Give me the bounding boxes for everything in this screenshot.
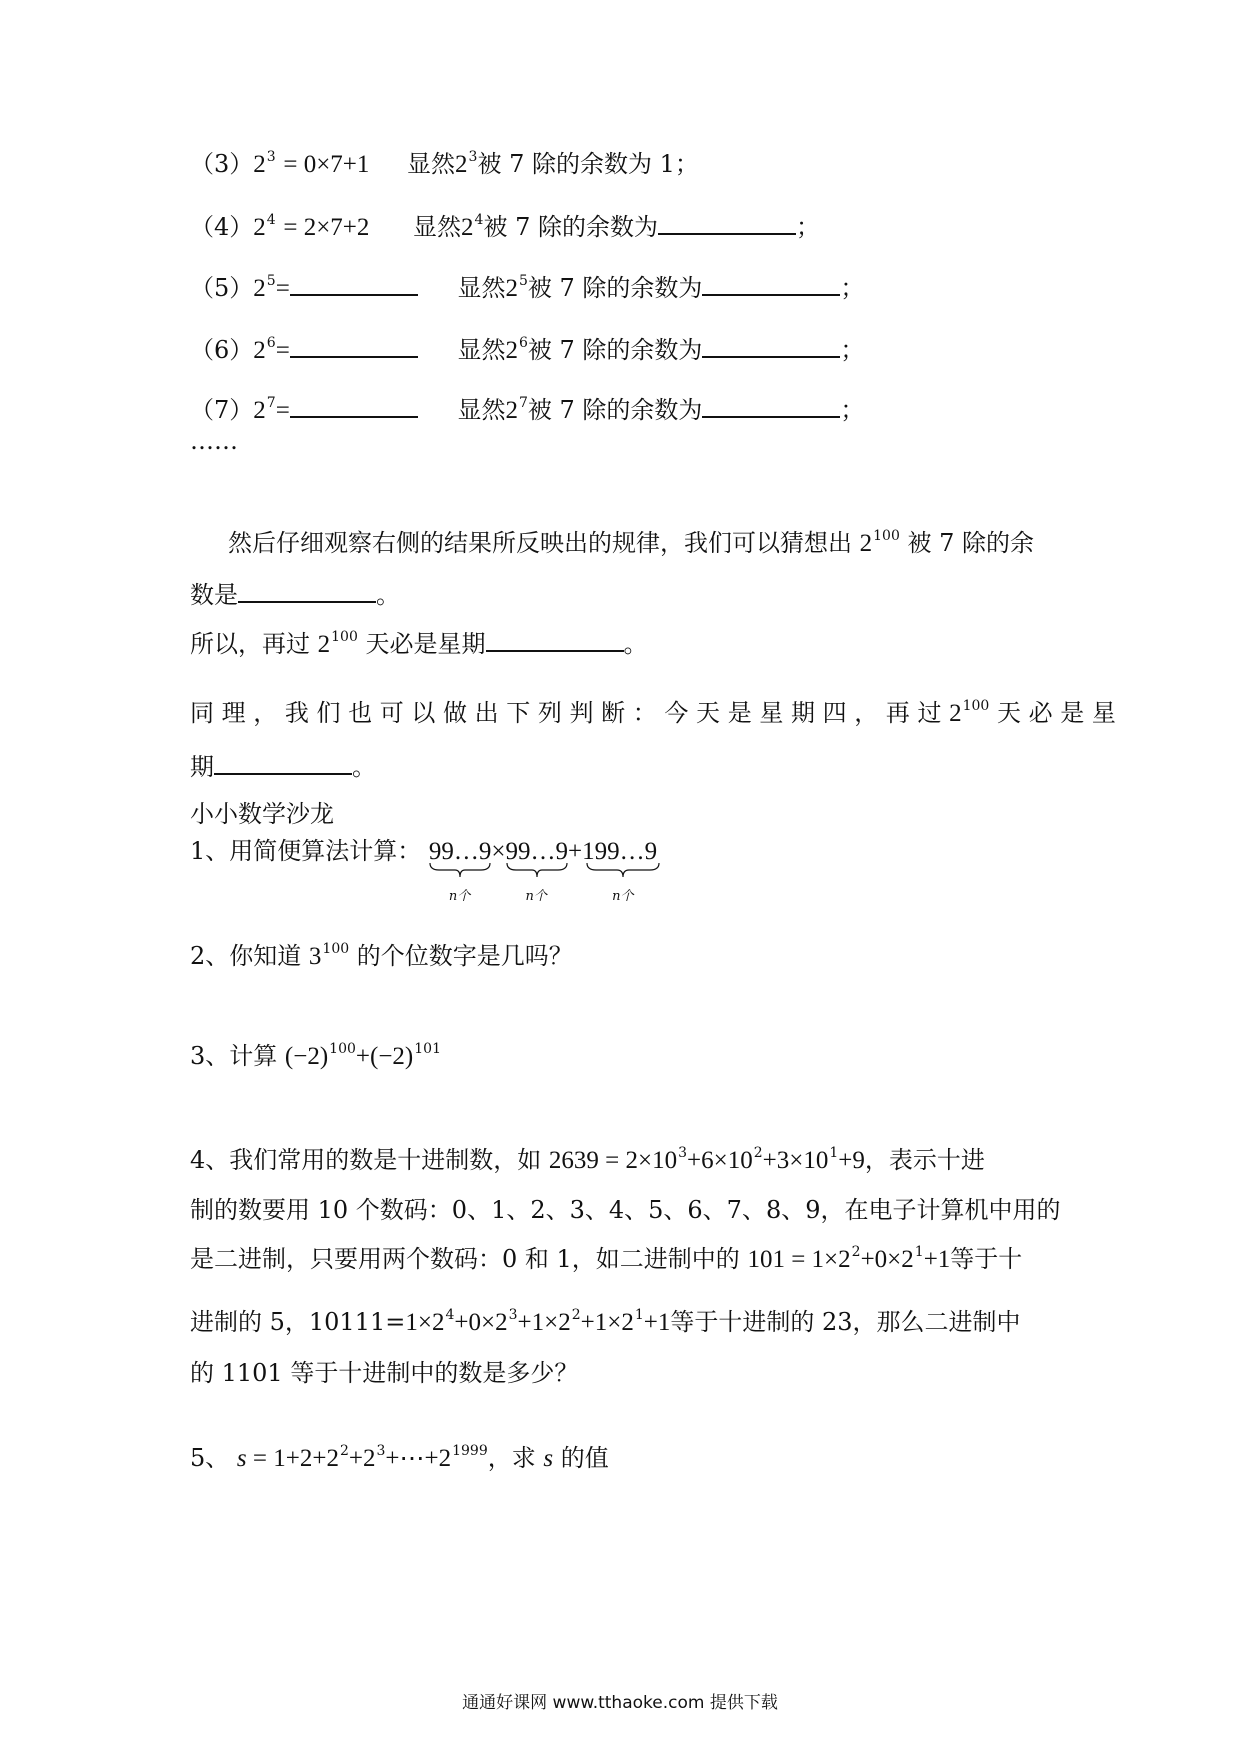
repeated-number-3 — [582, 835, 658, 904]
answer-blank[interactable] — [658, 207, 796, 235]
text: 被 7 除的余数为 — [527, 336, 703, 364]
math-exponent: 100 — [331, 629, 358, 645]
math-exponent: 7 — [518, 395, 528, 411]
question-text: 等于十 — [950, 1245, 1023, 1273]
math-exponent: 4 — [266, 212, 276, 228]
text: 显然 — [457, 336, 506, 364]
text: ； — [840, 396, 865, 424]
question-1 — [190, 835, 658, 904]
math-exponent: 4 — [474, 212, 484, 228]
question-text: 1、用简便算法计算： — [190, 837, 422, 865]
text: 显然 — [457, 274, 506, 302]
item-index: （4） — [190, 213, 254, 241]
math-exponent: 3 — [266, 149, 276, 165]
math-term: 99…9 — [428, 838, 492, 865]
math-exponent: 7 — [266, 395, 276, 411]
question-4-line-4 — [190, 1306, 1021, 1342]
question-text: 进制的 5，10111= — [190, 1308, 406, 1336]
math-exponent: 4 — [445, 1307, 455, 1323]
exercise-line-6 — [190, 330, 864, 370]
question-text: ，求 — [487, 1444, 544, 1472]
math-term: 199…9 — [582, 838, 658, 865]
math-exponent: 2 — [339, 1443, 349, 1459]
math-exponent: 1999 — [452, 1443, 488, 1459]
text: ； — [840, 274, 865, 302]
answer-blank[interactable] — [486, 624, 624, 652]
text: 。 — [623, 630, 648, 658]
text: 然后仔细观察右侧的结果所反映出的规律，我们可以猜想出 — [228, 529, 860, 557]
math-exponent: 1 — [914, 1244, 924, 1260]
text: 被 7 除的余数为 1； — [477, 150, 699, 178]
math-base: 2 — [949, 700, 962, 727]
math-term: +2 — [348, 1445, 376, 1472]
text: 被 7 除的余数为 — [483, 213, 658, 241]
math-base: 2 — [505, 275, 518, 302]
math-term: +⋯+2 — [385, 1445, 452, 1472]
math-operator: × — [491, 838, 506, 865]
math-term: +1×2 — [580, 1309, 634, 1336]
paragraph-thursday-cont — [190, 747, 376, 783]
math-term: +6×10 — [687, 1147, 753, 1174]
repeated-number-2 — [505, 835, 569, 904]
text: 显然 — [407, 150, 456, 178]
text: 期 — [190, 753, 214, 781]
math-base: 2 — [253, 337, 266, 364]
math-term: +1 — [643, 1309, 671, 1336]
text: 。 — [376, 581, 400, 609]
question-3 — [190, 1040, 441, 1076]
text: 被 7 除的余 — [899, 529, 1035, 557]
math-base: 2 — [253, 397, 266, 424]
answer-blank[interactable] — [702, 330, 840, 358]
footer-credit: 通通好课网 www.tthaoke.com 提供下载 — [462, 1693, 778, 1713]
math-exponent: 100 — [962, 698, 990, 714]
brace-label: n个 — [612, 889, 634, 904]
math-term: (−2) — [370, 1043, 414, 1070]
question-5 — [190, 1442, 609, 1478]
math-expression: = — [275, 275, 290, 302]
math-base: 2 — [317, 631, 331, 658]
text: ； — [840, 336, 865, 364]
answer-blank[interactable] — [702, 390, 840, 418]
math-exponent: 100 — [873, 528, 900, 544]
math-variable: s — [236, 1445, 247, 1472]
math-exponent: 5 — [266, 273, 276, 289]
math-variable: s — [543, 1445, 554, 1472]
question-text: 的值 — [553, 1444, 609, 1472]
text: 。 — [352, 753, 376, 781]
math-exponent: 5 — [518, 273, 528, 289]
math-term: +0×2 — [860, 1246, 914, 1273]
paragraph-thursday — [190, 697, 1116, 733]
brace-label: n个 — [448, 889, 471, 904]
answer-blank[interactable] — [290, 390, 418, 418]
question-2 — [190, 940, 573, 976]
exercise-line-4 — [190, 207, 820, 247]
text: ； — [796, 213, 820, 241]
math-expression: = — [275, 337, 290, 364]
math-exponent: 2 — [851, 1244, 861, 1260]
paragraph-guess — [228, 527, 1034, 563]
text: 被 7 除的余数为 — [527, 396, 703, 424]
math-base: 2 — [859, 530, 873, 557]
math-exponent: 3 — [468, 149, 478, 165]
text: 所以，再过 — [190, 630, 318, 658]
math-term: 99…9 — [505, 838, 569, 865]
math-exponent: 3 — [678, 1145, 688, 1161]
math-exponent: 100 — [329, 1041, 356, 1057]
math-exponent: 1 — [829, 1145, 839, 1161]
math-exponent: 101 — [414, 1041, 441, 1057]
repeated-number-1 — [428, 835, 492, 904]
item-index: （6） — [190, 336, 254, 364]
math-exponent: 6 — [266, 335, 276, 351]
math-exponent: 2 — [753, 1145, 763, 1161]
math-base: 2 — [253, 151, 266, 178]
answer-blank[interactable] — [290, 330, 418, 358]
math-exponent: 100 — [322, 941, 350, 957]
math-term: +1 — [923, 1246, 951, 1273]
question-4-line-3 — [190, 1243, 1022, 1279]
question-text: 2、你知道 — [190, 942, 309, 970]
math-base: 2 — [253, 275, 266, 302]
paragraph-guess-cont — [190, 575, 400, 611]
underbrace-icon — [506, 861, 568, 879]
answer-blank[interactable] — [214, 747, 352, 775]
math-expression: = 0×7+1 — [283, 151, 370, 178]
math-operator: + — [568, 838, 583, 865]
math-base: 2 — [455, 151, 468, 178]
math-term: +0×2 — [454, 1309, 508, 1336]
question-text: 的个位数字是几吗？ — [349, 942, 573, 970]
exercise-line-7 — [190, 390, 864, 430]
text: 天必是星期 — [357, 630, 486, 658]
question-4-line-2: 制的数要用 10 个数码：0、1、2、3、4、5、6、7、8、9，在电子计算机中用的 — [190, 1196, 1061, 1224]
math-term: +1×2 — [517, 1309, 571, 1336]
text: 显然 — [457, 396, 506, 424]
text: 同 理 ， 我 们 也 可 以 做 出 下 列 判 断 ： 今 天 是 星 期 四 ， 再 过 — [190, 699, 950, 727]
math-base: 3 — [308, 943, 322, 970]
math-expression: = — [275, 397, 290, 424]
math-base: 2 — [505, 337, 518, 364]
exercise-line-5 — [190, 268, 864, 308]
question-text: 是二进制，只要用两个数码：0 和 1，如二进制中的 — [190, 1245, 748, 1273]
answer-blank[interactable] — [290, 268, 418, 296]
math-term: 1×2 — [405, 1309, 445, 1336]
brace-label: n个 — [525, 889, 547, 904]
question-text: 等于十进制的 23，那么二进制中 — [670, 1308, 1021, 1336]
text: 被 7 除的余数为 — [527, 274, 703, 302]
underbrace-icon — [586, 861, 660, 879]
math-exponent: 3 — [508, 1307, 518, 1323]
math-term: (−2) — [284, 1043, 329, 1070]
question-4-line-1 — [190, 1144, 985, 1180]
math-term: = 1+2+2 — [246, 1445, 339, 1472]
underbrace-icon — [429, 861, 491, 879]
section-title: 小小数学沙龙 — [190, 800, 334, 828]
question-4-line-5: 的 1101 等于十进制中的数是多少？ — [190, 1359, 579, 1387]
math-term: +3×10 — [762, 1147, 829, 1174]
answer-blank[interactable] — [238, 575, 376, 603]
question-text: 3、计算 — [190, 1042, 285, 1070]
question-text: ，表示十进 — [864, 1146, 985, 1174]
math-exponent: 6 — [518, 335, 528, 351]
math-exponent: 2 — [571, 1307, 581, 1323]
math-base: 2 — [253, 214, 266, 241]
paragraph-weekday — [190, 624, 648, 664]
exercise-line-3 — [190, 148, 699, 184]
math-base: 2 — [461, 214, 474, 241]
text: 显然 — [413, 213, 462, 241]
question-text: 4、我们常用的数是十进制数，如 — [190, 1146, 549, 1174]
math-base: 2 — [505, 397, 518, 424]
ellipsis: …… — [190, 427, 238, 455]
item-index: （5） — [190, 274, 254, 302]
answer-blank[interactable] — [702, 268, 840, 296]
question-text: 5、 — [190, 1444, 237, 1472]
text: 天 必 是 星 — [989, 699, 1116, 727]
math-term: +9 — [838, 1147, 865, 1174]
item-index: （3） — [190, 150, 254, 178]
math-term: 101 = 1×2 — [747, 1246, 851, 1273]
math-operator: + — [355, 1043, 370, 1070]
math-exponent: 3 — [376, 1443, 386, 1459]
item-index: （7） — [190, 396, 254, 424]
text: 数是 — [190, 581, 238, 609]
math-expression: = 2×7+2 — [283, 214, 370, 241]
math-term: 2639 = 2×10 — [548, 1147, 678, 1174]
math-exponent: 1 — [634, 1307, 644, 1323]
